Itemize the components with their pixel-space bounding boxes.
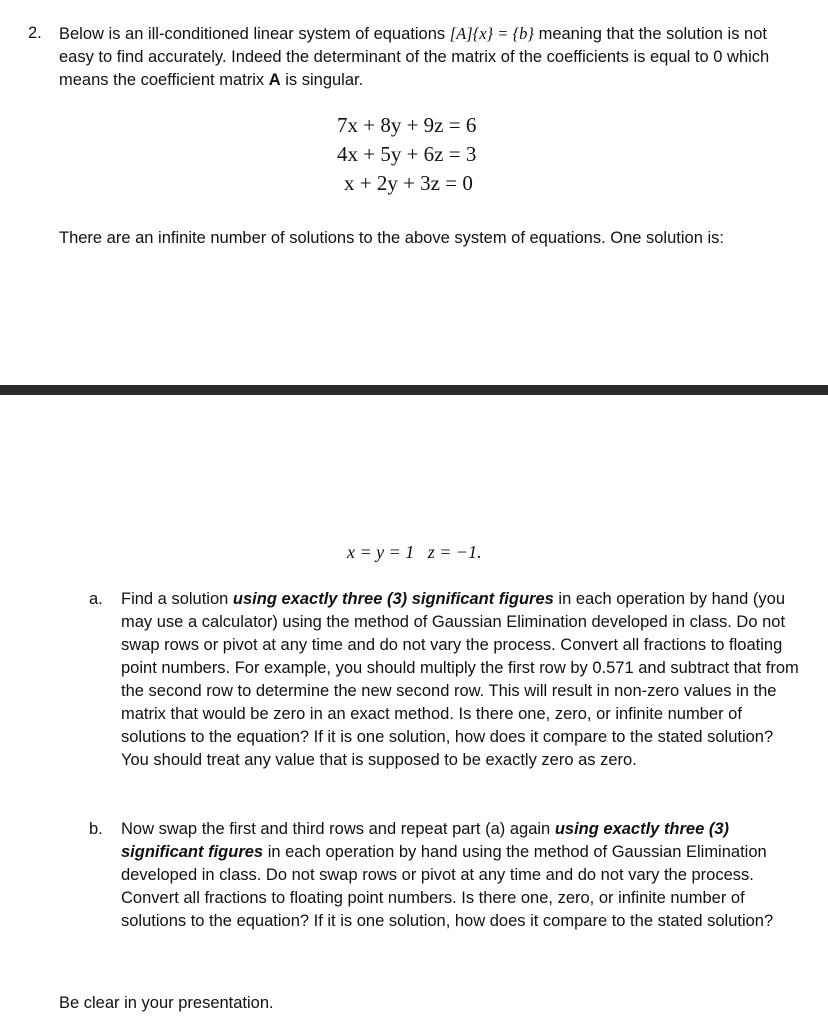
part-a-text-2: in each operation by hand (you may use a calculator) using the method of Gaussian Elimination developed in class. Do not swap rows or pivot at any time and do not vary the process. Convert all fractions to floating point numbers. For example, you should multiply the first row by 0.571 and subtract that from the second row to determine the new second row. This will result in non-zero values in the matrix that would be zero in an exact method. Is there one, zero, or infinite number of solutions to the equation? If it is one solution, how does it compare to the stated solution? You should treat any value that is supposed to be exactly zero as zero. bbox=[121, 590, 799, 769]
problem-number: 2. bbox=[28, 24, 42, 42]
intro-text-3: is singular. bbox=[280, 71, 364, 89]
equation-3: x + 2y + 3z = 0 bbox=[344, 171, 473, 195]
equation-2: 4x + 5y + 6z = 3 bbox=[337, 142, 477, 166]
stated-solution: x = y = 1 z = −1. bbox=[347, 542, 482, 562]
closing-text: Be clear in your presentation. bbox=[59, 994, 274, 1012]
part-a-label: a. bbox=[89, 590, 103, 608]
part-b-label: b. bbox=[89, 820, 103, 838]
intro-math: [A]{x} = {b} bbox=[449, 24, 534, 43]
part-b-text-1: Now swap the first and third rows and repeat part (a) again bbox=[121, 820, 555, 838]
intro-text-2: meaning that the solution is not easy to find accurately. Indeed the determinant of the matrix of the coefficients is equal to 0 which means the coefficient matrix bbox=[59, 25, 770, 89]
equation-1: 7x + 8y + 9z = 6 bbox=[337, 113, 477, 137]
intro-bold-matrix: A bbox=[268, 71, 281, 89]
equation-system bbox=[337, 111, 476, 198]
part-a-text-1: Find a solution bbox=[121, 590, 233, 608]
intro-text-1: Below is an ill-conditioned linear system of equations bbox=[59, 25, 450, 43]
infinite-solutions-text: There are an infinite number of solutions to the above system of equations. One solution is: bbox=[59, 229, 724, 247]
page-divider bbox=[0, 385, 828, 395]
part-b-text-2: in each operation by hand using the method of Gaussian Elimination developed in class. Do not swap rows or pivot at any time and do not vary the process. Convert all fractions to floating point numbers. Is there one, zero, or infinite number of solutions to the equation? If it is one solution, how does it compare to the stated solution? bbox=[121, 843, 774, 930]
part-b-bold: using exactly three (3) significant figures bbox=[121, 820, 730, 861]
part-a-bold: using exactly three (3) significant figures bbox=[232, 590, 554, 608]
part-b-text bbox=[121, 818, 801, 933]
problem-intro bbox=[59, 22, 799, 92]
part-a-text bbox=[121, 588, 801, 772]
